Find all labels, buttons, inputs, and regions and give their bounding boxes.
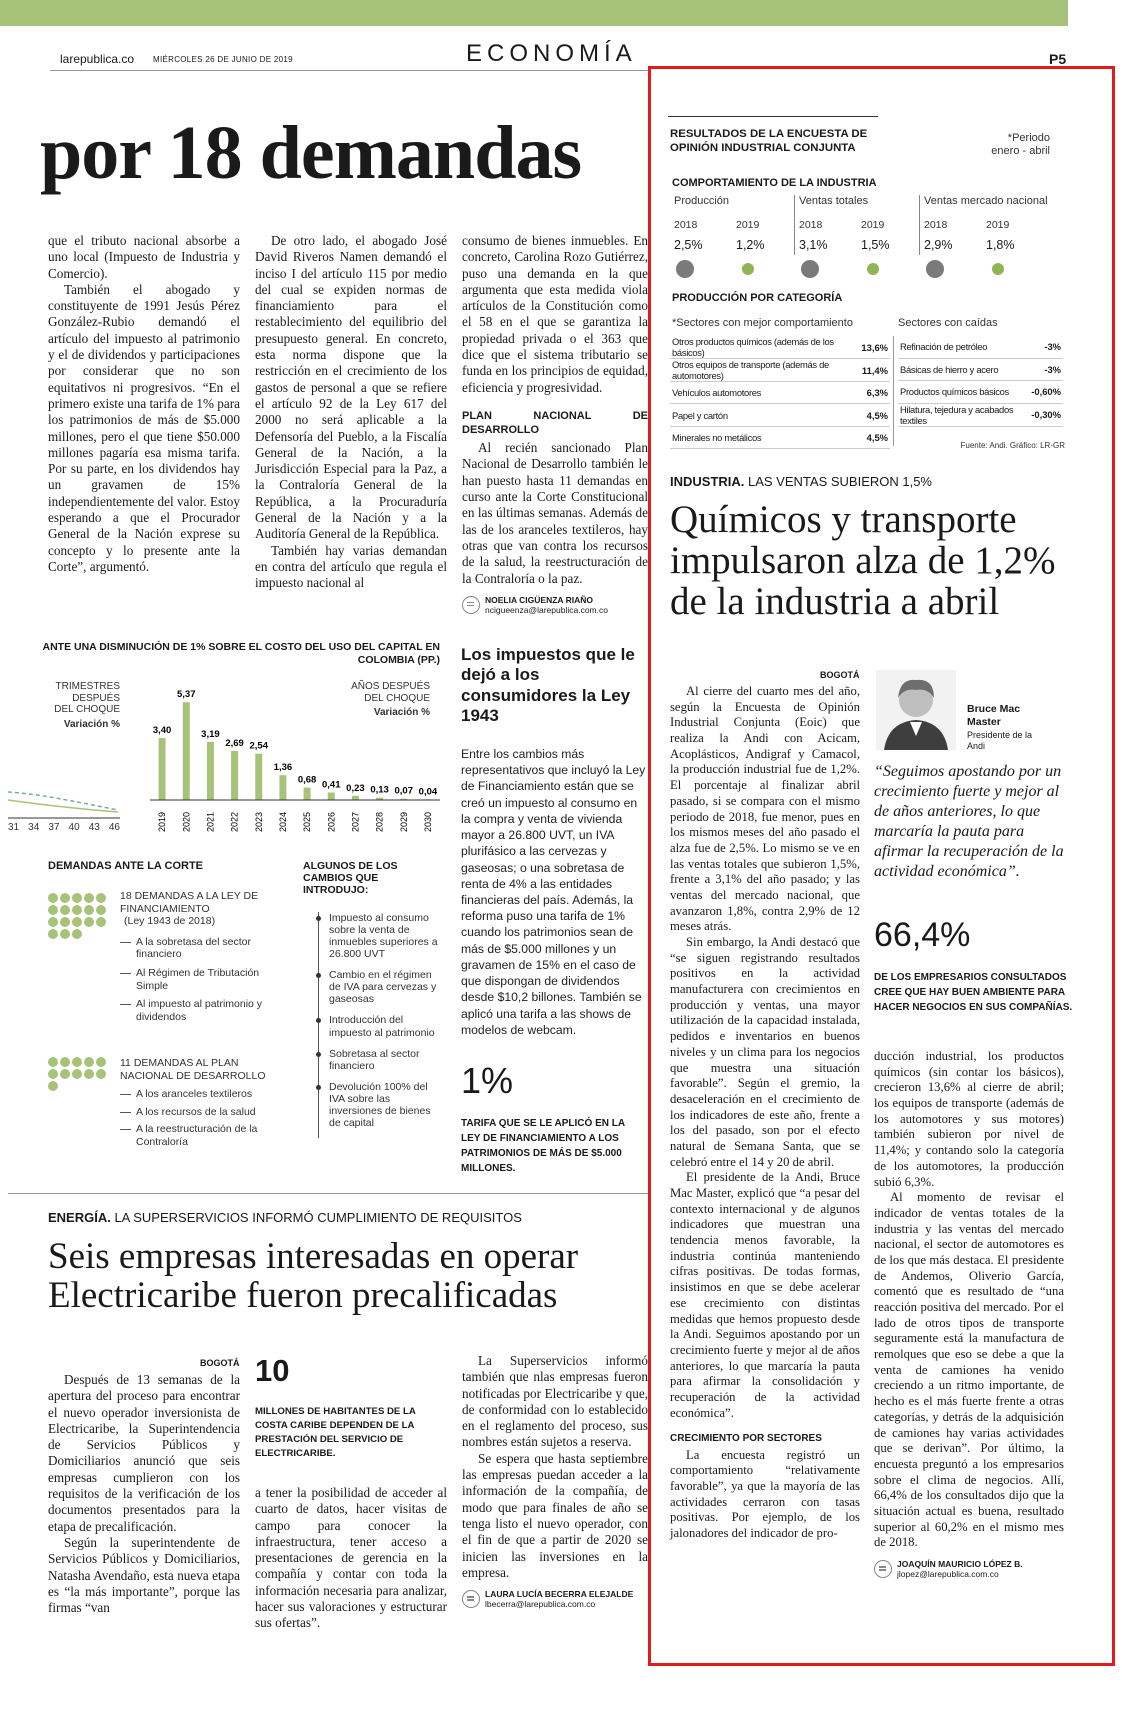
demanda-dot <box>60 917 70 927</box>
byline-email[interactable]: lbecerra@larepublica.com.co <box>485 1599 596 1610</box>
group2-title: 11 DEMANDAS AL PLAN NACIONAL DE DESARROLLO <box>120 1057 266 1082</box>
category-name: Hilatura, tejedura y acabados textiles <box>898 403 1029 426</box>
energia-stat: 10 <box>255 1353 290 1388</box>
paragraph: Al cierre del cuarto mes del año, según la Encuesta de Opinión Industrial Conjunta (Eoic) que realiza la Andi con Acicam, Acoplásticos, Andigraf y Camacol, la producción industrial fue de 1,2%. El porcentaje al finalizar abril pasado, si se compara con el mismo periodo de 2018, fue menor, pues en los mismos meses del año pasado el alza fue de 2,5%. Lo mismo se ve en las ventas totales que subieron 1,5%, frente a 3,1% del año pasado; y las ventas del mercado nacional, que avanzaron 1,8%, contra 2,9% de 12 meses atrás. <box>670 684 860 934</box>
tick-label: 40 <box>68 822 80 833</box>
demanda-dot <box>72 1057 82 1067</box>
comportamiento-groups <box>672 195 1072 285</box>
bar-value-label: 0,23 <box>346 782 365 794</box>
energia-kicker: ENERGÍA. LA SUPERSERVICIOS INFORMÓ CUMPLIMIENTO DE REQUISITOS <box>48 1210 522 1225</box>
demanda-dot <box>84 893 94 903</box>
comportamiento-title: COMPORTAMIENTO DE LA INDUSTRIA <box>672 177 877 189</box>
category-label: 2029 <box>398 811 409 832</box>
value-label: 1,2% <box>736 238 765 252</box>
list-item: Al impuesto al patrimonio y dividendos <box>136 998 263 1023</box>
category-name: Vehículos automotores <box>670 382 859 404</box>
bullet-dot <box>316 1052 321 1057</box>
category-name: Otros productos químicos (además de los básicos) <box>670 336 859 359</box>
bar-2023 <box>255 754 262 800</box>
list-item: Sobretasa al sector financiero <box>329 1047 420 1072</box>
impuestos-stat-label: TARIFA QUE SE LE APLICÓ EN LA LEY DE FINANCIAMIENTO A LOS PATRIMONIOS DE MÁS DE $5.000 MILLONES. <box>461 1118 625 1174</box>
bar-value-label: 3,40 <box>152 725 172 737</box>
caidas-title: Sectores con caídas <box>898 317 998 329</box>
article-title-continued: por 18 demandas <box>40 111 582 195</box>
value-label: 3,1% <box>799 238 828 252</box>
left-article-col3 <box>462 233 648 615</box>
anos-label: AÑOS DESPUÉS DEL CHOQUE Variación % <box>351 681 430 718</box>
subhead: PLAN NACIONAL DE DESARROLLO <box>462 409 648 436</box>
paragraph: La Superservicios informó también que nlas empresas fueron notificadas por Electricaribe y que, de conformidad con lo establecido en el reglamento del proceso, sus nombres están sujetos a reserva. <box>462 1353 648 1450</box>
category-value: -3% <box>1029 358 1063 380</box>
category-value: -0,30% <box>1029 403 1063 426</box>
value-label: 2,9% <box>924 238 953 252</box>
demanda-dot <box>48 917 58 927</box>
table-row <box>670 404 890 426</box>
site-name[interactable]: larepublica.co <box>60 52 135 66</box>
demanda-dot <box>96 1057 106 1067</box>
bar-value-label: 3,19 <box>201 728 220 740</box>
demanda-dot <box>48 1081 58 1091</box>
energia-col1 <box>48 1372 240 1616</box>
list-item: A la reestructuración de la Contraloría <box>136 1123 258 1148</box>
byline-email[interactable]: jlopez@larepublica.com.co <box>897 1569 999 1580</box>
demanda-dot <box>84 1069 94 1079</box>
mejor-title: *Sectores con mejor comportamiento <box>672 317 853 329</box>
category-value: 13,6% <box>859 336 890 359</box>
paragraph: Al recién sancionado Plan Nacional de Desarrollo también le han puesto hasta 11 demandas en curso ante la Corte Constitucional en las últimas semanas. Además de las de los aranceles textileros, hay otras que van contra los recursos de la salud, la reestructuración de la Contraloría o la paz. <box>462 440 648 586</box>
category-name: Otros equipos de transporte (además de automotores) <box>670 359 859 382</box>
byline-icon <box>874 1560 892 1578</box>
industria-col2 <box>874 1049 1064 1579</box>
top-color-bar <box>0 0 1068 26</box>
fuente: Fuente: Andi. Gráfico: LR-GR <box>960 441 1065 450</box>
table-row <box>898 358 1063 380</box>
group-separator <box>919 195 920 255</box>
paragraph: Al momento de revisar el indicador de ventas totales de la industria y las ventas del mercado nacional, el sector de automotores es de los que más destaca. El presidente de Andemos, Oliverio García, comentó que es resultado de “una reacción positiva del mercado. Por el lado de otros tipos de transporte seguramente está la manufactura de remolques que eso se debe a que la venta de camiones ha venido creciendo a un ritmo importante, de hecho es el más fuerte frente a otras categorías, y detrás de la adquisición de camiones hay varias actividades que se derivan”. Por último, la encuesta preguntó a los empresarios sobre el clima de negocios. Allí, 66,4% de los consultados dijo que la situación actual es buena, resultado superior al 60,2% en el mismo mes de 2018. <box>874 1190 1064 1550</box>
demanda-dot <box>72 893 82 903</box>
category-value: 11,4% <box>859 359 890 382</box>
category-label: 2024 <box>277 811 288 832</box>
list-item: Cambio en el régimen de IVA para cervezas y gaseosas <box>329 969 437 1006</box>
bar-value-label: 0,41 <box>322 779 341 791</box>
byline-email[interactable]: ncigueenza@larepublica.com.co <box>485 604 608 615</box>
circle-2018 <box>801 260 819 278</box>
group1-title: 18 DEMANDAS A LA LEY DE FINANCIAMIENTO <box>120 890 259 915</box>
cambios-title: ALGUNOS DE LOS CAMBIOS QUE INTRODUJO: <box>303 860 398 897</box>
byline-icon <box>462 596 480 614</box>
bar-2021 <box>207 742 214 800</box>
category-label: 2021 <box>205 811 216 832</box>
circle-2019 <box>867 263 879 275</box>
table-row <box>670 382 890 404</box>
category-name: Básicas de hierro y acero <box>898 358 1029 380</box>
bar-value-label: 0,68 <box>297 774 317 786</box>
left-article-col1 <box>48 233 240 575</box>
bullet-dot <box>316 1018 321 1023</box>
byline-icon <box>462 1590 480 1608</box>
bar-value-label: 0,13 <box>370 784 389 796</box>
bullet-dot <box>316 973 321 978</box>
paragraph: Sin embargo, la Andi destacó que “se siguen registrando resultados positivos en la actividad manufacturera con crecimientos en producción y ventas, una mayor utilización de la capacidad instalada, pedidos e inventarios en buenos niveles y un clima para los negocios que muestra una situación favorable”. Según el gremio, la desaceleración en el crecimiento de los indicadores de este año, frente a los del pasado, son por el efecto natural de Semana Santa, que se celebró entre el 14 y 20 de abril. <box>670 935 860 1169</box>
year-label: 2018 <box>799 219 823 231</box>
bar-2026 <box>328 793 335 800</box>
trimestres-label: TRIMESTRES DESPUÉS DEL CHOQUE Variación % <box>54 681 120 730</box>
value-label: 1,8% <box>986 238 1015 252</box>
demanda-dot <box>96 1069 106 1079</box>
category-value: -3% <box>1029 336 1063 358</box>
paragraph: El presidente de la Andi, Bruce Mac Master, explicó que “a pesar del contexto internacional y de algunos indicadores que muestran una tendencia menos favorable, la industria continúa manteniendo cifras positivas. De todas formas, insistimos en que se debe acelerar ese crecimiento con distintas medidas que hemos propuesto desde la Andi. Seguimos apostando por un crecimiento fuerte y mejor al de años anteriores, lo que marcaría la pauta para afirmar la consolidación y recuperación de la actividad económica”. <box>670 1170 860 1420</box>
category-value: -0,60% <box>1029 381 1063 403</box>
group-separator <box>794 195 795 255</box>
bullet-line <box>120 1112 131 1113</box>
mejor-table <box>670 336 890 449</box>
year-label: 2018 <box>674 219 698 231</box>
demanda-dot <box>72 905 82 915</box>
tick-label: 31 <box>8 822 20 833</box>
paragraph: También hay varias demandan en contra del artículo que regula el impuesto nacional al <box>255 542 447 591</box>
paragraph: Según la superintendente de Servicios Públicos y Domiciliarios, Natasha Avendaño, esta nueva etapa es “la más importante”, porque las firmas “van <box>48 1534 240 1616</box>
header-rule <box>50 70 650 71</box>
category-label: 2030 <box>422 811 433 832</box>
paragraph: También el abogado y constituyente de 1991 Jesús Pérez González-Rubio demandó el artículo del impuesto al patrimonio y el de dividendos y participaciones por considerar que no son equitativos ni progresivos. “En el primero existe una tarifa de 1% para los patrimonios de más de $5.000 millones, pero el que tiene $50.000 millones pagaría esa misma tarifa. Por su parte, en los dividendos hay un gravamen de 15% independientemente del valor. Estoy esperando a que el Procurador General de la Nación exprese su concepto y lo presente ante la Corte”, argumentó. <box>48 281 240 574</box>
capital-bar-chart <box>150 690 440 840</box>
bullet-line <box>120 942 131 943</box>
capital-chart-title: ANTE UNA DISMINUCIÓN DE 1% SOBRE EL COSTO DEL USO DEL CAPITAL EN COLOMBIA (PP.) <box>42 641 440 666</box>
bar-2027 <box>352 796 359 800</box>
demanda-dot <box>84 1057 94 1067</box>
category-label: 2027 <box>350 811 361 832</box>
paragraph: De otro lado, el abogado José David Riveros Namen demandó el inciso I del artículo 115 por medio del cual se expiden normas de financiamiento para el restablecimiento del equilibrio del presupuesto general. En concreto, esta norma dispone que la restricción en el crecimiento de los gastos de personal a que se refiere el artículo 92 de la Ley 617 del 2000 no será aplicable a la Defensoría del Pueblo, a la Fiscalía General de la Nación, a la Jurisdicción Especial para la Paz, a la Contraloría General de la República, a la Procuraduría General de la Nación y a la Auditoría General de la República. <box>255 233 447 542</box>
demanda-dot <box>48 893 58 903</box>
demanda-dot <box>96 917 106 927</box>
demandas-title: DEMANDAS ANTE LA CORTE <box>48 860 204 872</box>
paragraph: que el tributo nacional absorbe a uno local (Impuesto de Industria y Comercio). <box>48 233 240 281</box>
bullet-line <box>120 1094 131 1095</box>
cambios-list <box>318 912 443 1138</box>
bar-value-label: 1,36 <box>273 762 293 774</box>
list-item: A los aranceles textileros <box>136 1088 253 1101</box>
impuestos-body: Entre los cambios más representativos que incluyó la Ley de Financiamiento están que se creó un impuesto al consumo en la compra y venta de vivienda mayor a 26.800 UVT, un IVA plurifásico a las cervezas y gaseosas; o una sobretasa de renta de 4% a las entidades financieras del país. Además, la reforma puso una tarifa de 1% cuando los patrimonios sean de más de $5.000 millones y un gravamen de 15% en el caso de que dispongan de dividendos desde $10,2 billones. También se aplicó una tarifa a las shows de modelos de webcam. <box>461 747 646 1037</box>
bar-2022 <box>231 751 238 800</box>
byline <box>462 595 648 615</box>
circle-2018 <box>926 260 944 278</box>
category-label: 2023 <box>253 811 264 832</box>
paragraph: consumo de bienes inmuebles. En concreto, Carolina Rozo Gutiérrez, puso una demanda en la que argumenta que esta medida viola artículos de la Constitución como el 58 en el que se garantiza la propiedad privada o el 363 que dice que el sistema tributario se funda en los principios de equidad, eficiencia y progresividad. <box>462 233 648 395</box>
circle-2019 <box>992 263 1004 275</box>
tick-label: 37 <box>48 822 60 833</box>
demanda-dot <box>60 1069 70 1079</box>
group-label: Ventas mercado nacional <box>924 195 1048 207</box>
subhead: CRECIMIENTO POR SECTORES <box>670 1433 822 1445</box>
year-label: 2019 <box>861 219 885 231</box>
demanda-dot <box>60 893 70 903</box>
paragraph: La encuesta registró un comportamiento “relativamente favorable”, ya que la mayoría de las actividades cerraron con tasas positivas. Por ejemplo, de los jalonadores del indicador de pro- <box>670 1447 860 1541</box>
left-article-col2 <box>255 233 447 592</box>
bar-2024 <box>279 775 286 800</box>
periodo-note: *Periodo enero - abril <box>991 132 1050 158</box>
industria-stat: 66,4% <box>874 916 971 954</box>
energia-dateline: BOGOTÁ <box>200 1358 240 1368</box>
list-item: A los recursos de la salud <box>136 1105 256 1118</box>
person-name: Bruce Mac Master <box>967 703 1021 728</box>
category-label: 2028 <box>374 811 385 832</box>
caidas-table <box>898 336 1063 427</box>
byline <box>874 1559 1064 1579</box>
category-label: 2020 <box>181 811 192 832</box>
list-item: Impuesto al consumo sobre la venta de inmuebles superiores a 26.800 UVT <box>329 912 438 961</box>
industria-col1 <box>670 684 860 1542</box>
bullet-dot <box>316 916 321 921</box>
demanda-dot <box>84 917 94 927</box>
category-name: Productos químicos básicos <box>898 381 1029 403</box>
byline-name: JOAQUÍN MAURICIO LÓPEZ B. <box>897 1559 1023 1569</box>
demanda-dot <box>60 905 70 915</box>
trimestres-ticks <box>8 822 120 833</box>
demanda-dot <box>48 1069 58 1079</box>
pull-quote: “Seguimos apostando por un crecimiento fuerte y mejor al de años anteriores, lo que marcaría la pauta para afirmar la recuperación de la actividad económica”. <box>874 763 1064 880</box>
demandas-group2 <box>120 1057 280 1154</box>
bar-2020 <box>183 702 190 800</box>
value-label: 2,5% <box>674 238 703 252</box>
category-value: 4,5% <box>859 426 890 448</box>
paragraph: ducción industrial, los productos químicos (sin contar los básicos), crecieron 13,6% al cierre de abril; los equipos de transporte (además de los automotores y sus motores) también subieron por nivel de 11,4%; y contando solo la categoría de los automotores, la producción subió 6,3%. <box>874 1049 1064 1189</box>
demanda-dot <box>72 917 82 927</box>
group-label: Ventas totales <box>799 195 869 207</box>
demanda-dot <box>72 1069 82 1079</box>
demanda-dot <box>60 1057 70 1067</box>
portrait-avatar <box>876 670 956 750</box>
bar-value-label: 2,54 <box>249 740 268 752</box>
energia-col2 <box>255 1485 447 1632</box>
bar-value-label: 0,04 <box>418 786 438 798</box>
demanda-dot <box>48 1057 58 1067</box>
category-value: 4,5% <box>859 404 890 426</box>
year-label: 2019 <box>736 219 760 231</box>
tick-label: 43 <box>88 822 100 833</box>
industria-headline: Químicos y transporte impulsaron alza de 1,2% de la industria a abril <box>670 498 1056 623</box>
industria-stat-label: DE LOS EMPRESARIOS CONSULTADOS CREE QUE HAY BUEN AMBIENTE PARA HACER NEGOCIOS EN SUS COMPAÑÍAS. <box>874 972 1073 1013</box>
bullet-line <box>120 973 131 974</box>
demanda-dot <box>96 893 106 903</box>
year-label: 2019 <box>986 219 1010 231</box>
byline <box>462 1589 648 1609</box>
impuestos-stat: 1% <box>461 1060 514 1101</box>
circle-2018 <box>676 260 694 278</box>
demandas-dots-group2 <box>48 1057 108 1091</box>
bar-value-label: 0,07 <box>394 785 413 797</box>
table-row <box>898 403 1063 426</box>
table-row <box>898 381 1063 403</box>
value-label: 1,5% <box>861 238 890 252</box>
category-name: Minerales no metálicos <box>670 426 859 448</box>
category-value: 6,3% <box>859 382 890 404</box>
year-label: 2018 <box>924 219 948 231</box>
paragraph: Se espera que hasta septiembre las empresas puedan acceder a la información de la compañía, de modo que para finales de año se tenga listo el nuevo operador, con el fin de que a partir de 2020 se inicien las inversiones en la empresa. <box>462 1450 648 1580</box>
table-row <box>670 336 890 359</box>
bullet-line <box>120 1004 131 1005</box>
section-divider <box>8 1193 648 1194</box>
bullet-dot <box>316 1085 321 1090</box>
list-item: Introducción del impuesto al patrimonio <box>329 1014 435 1039</box>
industria-kicker: INDUSTRIA. LAS VENTAS SUBIERON 1,5% <box>670 474 932 489</box>
category-label: 2022 <box>229 811 240 832</box>
bullet-line <box>120 1129 131 1130</box>
section-name: ECONOMÍA <box>466 40 637 67</box>
demanda-dot <box>48 905 58 915</box>
page-number: P5 <box>1049 51 1067 67</box>
impuestos-title: Los impuestos que le dejó a los consumidores la Ley 1943 <box>461 645 635 726</box>
demanda-dot <box>60 929 70 939</box>
demanda-dot <box>72 929 82 939</box>
issue-date: MIÉRCOLES 26 DE JUNIO DE 2019 <box>153 55 293 64</box>
list-item: Al Régimen de Tributación Simple <box>136 966 260 992</box>
byline-name: LAURA LUCÍA BECERRA ELEJALDE <box>485 1589 634 1600</box>
table-row <box>670 359 890 382</box>
industria-dateline: BOGOTÁ <box>820 670 860 680</box>
category-label: 2026 <box>326 811 337 832</box>
demanda-dot <box>48 929 58 939</box>
produccion-title: PRODUCCIÓN POR CATEGORÍA <box>672 292 843 304</box>
energia-stat-label: MILLONES DE HABITANTES DE LA COSTA CARIBE DEPENDEN DE LA PRESTACIÓN DEL SERVICIO DE ELECTRICARIBE. <box>255 1406 416 1459</box>
energia-headline: Seis empresas interesadas en operar Electricaribe fueron precalificadas <box>48 1236 579 1316</box>
list-item: A la sobretasa del sector financiero <box>136 935 251 961</box>
circle-2019 <box>742 263 754 275</box>
demandas-group1 <box>120 890 280 1029</box>
table-row <box>670 426 890 448</box>
table-divider <box>893 336 894 446</box>
paragraph: a tener la posibilidad de acceder al cuarto de datos, hacer visitas de campo para conocer la infraestructura, tener acceso a presentaciones de gerencia en la compañía y contar con toda la información necesaria para analizar, hacer sus valoraciones y estructurar sus ofertas”. <box>255 1485 447 1631</box>
bar-value-label: 2,69 <box>225 738 244 750</box>
demandas-dots-group1 <box>48 893 108 939</box>
category-name: Refinación de petróleo <box>898 336 1029 358</box>
demanda-dot <box>84 905 94 915</box>
energia-col3 <box>462 1353 648 1610</box>
list-item: Devolución 100% del IVA sobre las inversiones de bienes de capital <box>329 1080 431 1129</box>
paragraph: Después de 13 semanas de la apertura del proceso para encontrar el nuevo operador inversionista de Electricaribe, la Superintendencia de Servicios Públicos y Domiciliarios anunció que seis empresas cumplieron con los requisitos de la verificación de los documentos presentados para la etapa de precalificación. <box>48 1372 240 1534</box>
tick-label: 46 <box>108 822 120 833</box>
group-label: Producción <box>674 195 730 207</box>
bar-value-label: 5,37 <box>177 690 196 701</box>
person-role: Presidente de la Andi <box>967 730 1033 751</box>
byline-name: NOELIA CIGÜENZA RIAÑO <box>485 594 593 605</box>
table-row <box>898 336 1063 358</box>
category-label: 2025 <box>302 811 313 832</box>
bar-2025 <box>304 788 311 800</box>
demanda-dot <box>96 905 106 915</box>
bar-2019 <box>159 738 166 800</box>
encuesta-title: RESULTADOS DE LA ENCUESTA DE OPINIÓN INDUSTRIAL CONJUNTA <box>670 128 868 154</box>
category-label: 2019 <box>157 811 168 832</box>
tick-label: 34 <box>28 822 40 833</box>
group1-sub: (Ley 1943 de 2018) <box>124 915 216 928</box>
category-name: Papel y cartón <box>670 404 859 426</box>
encuesta-rule <box>668 116 878 117</box>
